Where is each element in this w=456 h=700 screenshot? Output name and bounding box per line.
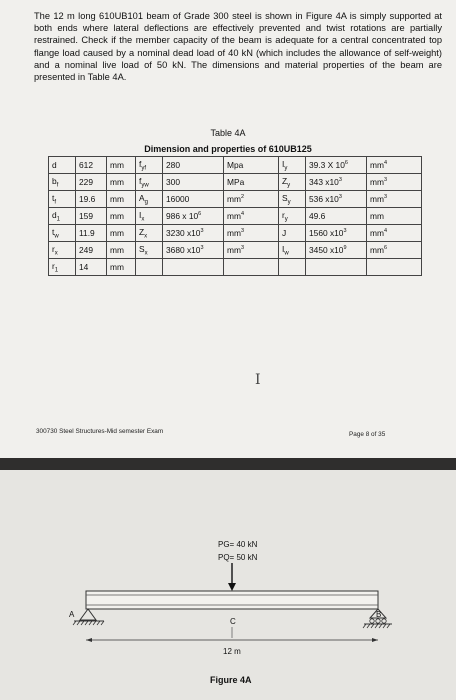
table-cell-symbol: $I_w$ — [279, 242, 306, 259]
table-cell-symbol: $f_{yw}$ — [136, 174, 163, 191]
table-cell-symbol: $t_w$ — [49, 225, 76, 242]
table-cell-value: 14 — [76, 259, 107, 276]
table-subtitle: Dimension and properties of 610UB125 — [144, 144, 312, 154]
table-cell-unit: $mm^3$ — [224, 225, 279, 242]
beam-figure — [0, 470, 456, 700]
table-cell-symbol: $f_{yf}$ — [136, 157, 163, 174]
table-cell-symbol: J — [279, 225, 306, 242]
table-row — [49, 191, 422, 208]
roller-icon — [370, 619, 374, 623]
problem-statement: The 12 m long 610UB101 beam of Grade 300 steel is shown in Figure 4A is simply supported at both ends where lateral deflections are effectively prevented and twist rotations are partially restrained. Check if the member capacity of the beam is adequate for a central concentrated top flange load caused by a nominal dead load of 40 kN (which includes the allowance of self-weight) and a nominal live load of 50 kN. The dimensions and material properties of the beam are presented in Table 4A. — [34, 11, 442, 83]
footer-course: 300730 Steel Structures-Mid semester Exam — [36, 428, 164, 435]
table-cell-value: 536 $x10^3$ — [306, 191, 367, 208]
table-cell-unit: $mm^3$ — [367, 191, 422, 208]
table-cell-symbol: $Z_y$ — [279, 174, 306, 191]
table-cell-value: 49.6 — [306, 208, 367, 225]
table-cell-symbol: $Z_x$ — [136, 225, 163, 242]
table-cell-unit: $mm^6$ — [367, 242, 422, 259]
table-cell-unit: $mm^4$ — [224, 208, 279, 225]
table-cell-value: 159 — [76, 208, 107, 225]
table-cell-symbol: $r_x$ — [49, 242, 76, 259]
table-cell-value: 3230 $x10^3$ — [163, 225, 224, 242]
table-row — [49, 157, 422, 174]
table-cell-symbol: $A_g$ — [136, 191, 163, 208]
table-cell-unit: mm — [107, 225, 136, 242]
table-cell-unit: MPa — [224, 174, 279, 191]
table-cell-value: 3680 $x10^3$ — [163, 242, 224, 259]
properties-table — [48, 156, 422, 276]
table-cell-value: 249 — [76, 242, 107, 259]
roller-icon — [382, 619, 386, 623]
text-cursor-icon: I — [255, 372, 261, 388]
table-cell-symbol: $I_x$ — [136, 208, 163, 225]
table-cell-value: 343 $x10^3$ — [306, 174, 367, 191]
table-cell-value: 3450 $x10^9$ — [306, 242, 367, 259]
table-cell-value: 986 x $10^6$ — [163, 208, 224, 225]
table-cell-unit: mm — [107, 259, 136, 276]
table-cell-unit — [224, 259, 279, 276]
dimension-arrow-right-icon — [372, 638, 378, 642]
table-cell-value: 16000 — [163, 191, 224, 208]
page-separator — [0, 458, 456, 470]
table-cell-value: 11.9 — [76, 225, 107, 242]
table-cell-symbol: $t_f$ — [49, 191, 76, 208]
table-cell-value: 612 — [76, 157, 107, 174]
beam — [86, 591, 378, 609]
table-cell-unit: $mm^4$ — [367, 157, 422, 174]
pin-support-icon — [80, 609, 96, 620]
midpoint-label: C — [230, 617, 236, 626]
figure-caption: Figure 4A — [210, 675, 252, 685]
table-cell-symbol: $b_f$ — [49, 174, 76, 191]
load-arrow-head-icon — [228, 583, 236, 591]
table-cell-unit: mm — [107, 242, 136, 259]
span-label: 12 m — [223, 647, 241, 656]
support-a-label: A — [69, 610, 75, 619]
table-cell-unit: $mm^3$ — [224, 242, 279, 259]
table-row — [49, 174, 422, 191]
table-cell-unit: mm — [107, 208, 136, 225]
table-cell-unit: $mm^3$ — [367, 174, 422, 191]
ground-hatch-a-icon — [73, 621, 104, 625]
table-cell-symbol — [136, 259, 163, 276]
table-cell-value: 300 — [163, 174, 224, 191]
table-cell-unit — [367, 259, 422, 276]
table-cell-unit: mm — [107, 191, 136, 208]
table-cell-unit: mm — [107, 174, 136, 191]
table-cell-symbol — [279, 259, 306, 276]
footer-page: Page 8 of 35 — [349, 431, 386, 438]
table-cell-symbol: d — [49, 157, 76, 174]
table-cell-value — [163, 259, 224, 276]
table-cell-value: 19.6 — [76, 191, 107, 208]
table-cell-value: 1560 $x10^3$ — [306, 225, 367, 242]
dead-load-label: PG= 40 kN — [218, 540, 258, 549]
live-load-label: PQ= 50 kN — [218, 553, 258, 562]
table-cell-value: 39.3 X $10^6$ — [306, 157, 367, 174]
table-cell-symbol: $S_x$ — [136, 242, 163, 259]
figure-page — [0, 470, 456, 700]
table-cell-unit: $mm^4$ — [367, 225, 422, 242]
table-row — [49, 225, 422, 242]
table-cell-unit: mm — [107, 157, 136, 174]
dimension-arrow-left-icon — [86, 638, 92, 642]
table-title: Table 4A — [210, 128, 246, 138]
table-cell-unit: Mpa — [224, 157, 279, 174]
table-row — [49, 242, 422, 259]
table-cell-symbol: $d_1$ — [49, 208, 76, 225]
table-cell-symbol: $I_y$ — [279, 157, 306, 174]
table-row — [49, 259, 422, 276]
table-cell-symbol: $r_y$ — [279, 208, 306, 225]
table-cell-value: 280 — [163, 157, 224, 174]
table-cell-value: 229 — [76, 174, 107, 191]
support-b-label: B — [376, 610, 382, 619]
table-cell-unit: mm — [367, 208, 422, 225]
table-cell-symbol: $S_y$ — [279, 191, 306, 208]
ground-hatch-b-icon — [363, 624, 390, 628]
roller-icon — [376, 619, 380, 623]
table-cell-unit: $mm^2$ — [224, 191, 279, 208]
table-cell-value — [306, 259, 367, 276]
table-row — [49, 208, 422, 225]
table-cell-symbol: $r_1$ — [49, 259, 76, 276]
